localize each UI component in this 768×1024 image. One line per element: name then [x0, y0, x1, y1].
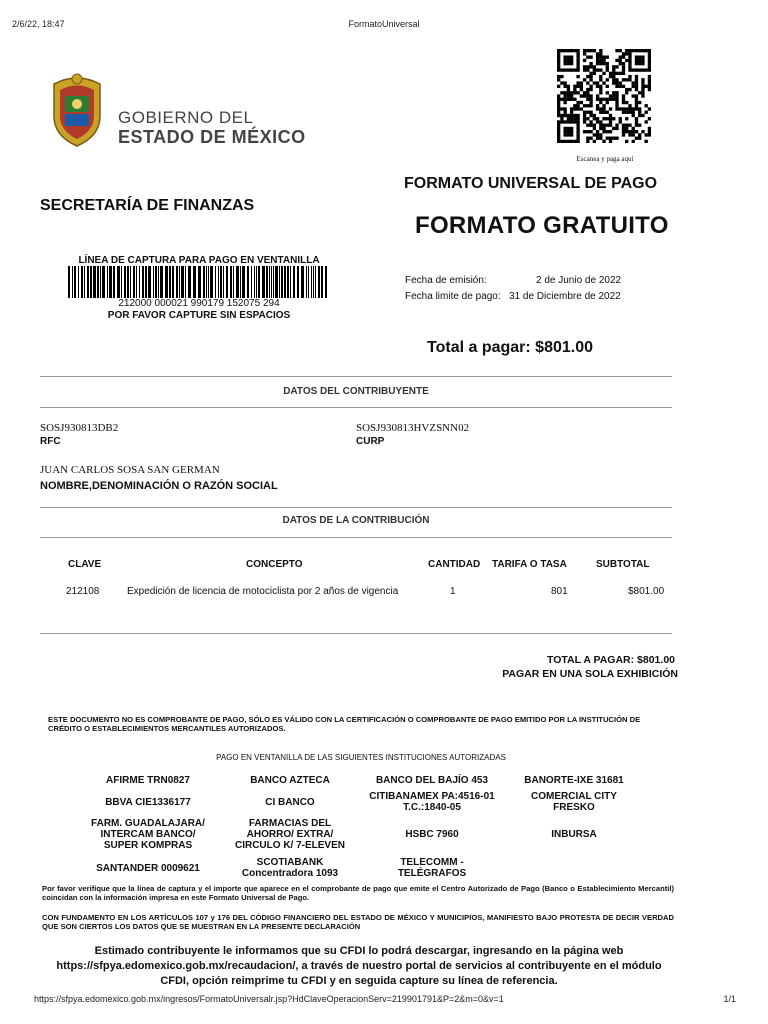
bank-farm-guadalajara-line1: FARM. GUADALAJARA/ — [91, 818, 205, 829]
divider — [40, 537, 672, 538]
verify-note: Por favor verifique que la línea de captura y el importe que aparece en el comprobante de pago que emite el Centro Autorizado de Pago (Banco o Establecimiento Mercantil) coincidan con la información impresa en este Formato Universal de Pago. — [42, 884, 674, 902]
bank-citibanamex-line1: CITIBANAMEX PA:4516-01 — [369, 791, 495, 802]
col-header-clave: CLAVE — [68, 559, 102, 570]
bank-scotiabank-line2: Concentradora 1093 — [241, 868, 339, 879]
bank-banorte: BANORTE-IXE 31681 — [524, 775, 624, 786]
cfdi-line1: Estimado contribuyente le informamos que su CFDI lo podrá descargar, ingresando en la página web — [94, 945, 624, 957]
print-title: FormatoUniversal — [348, 19, 420, 29]
curp-label: CURP — [356, 436, 385, 447]
logo-line2: ESTADO DE MÉXICO — [118, 127, 306, 147]
total-a-pagar: TOTAL A PAGAR: $801.00 — [547, 654, 675, 666]
qr-code-icon — [557, 49, 651, 143]
nombre-value: JUAN CARLOS SOSA SAN GERMAN — [40, 464, 220, 476]
rfc-label: RFC — [40, 436, 61, 447]
bank-city-fresko-line2: FRESKO — [553, 802, 595, 813]
divider — [40, 376, 672, 377]
contribuyente-section-title: DATOS DEL CONTRIBUYENTE — [283, 386, 429, 397]
bank-scotiabank-line1: SCOTIABANK — [256, 857, 324, 868]
bank-azteca: BANCO AZTECA — [250, 775, 330, 786]
print-footer-url: https://sfpya.edomexico.gob.mx/ingresos/FormatoUniversalr.jsp?HdClaveOperacionServ=219901791&P=2&m=0&v=1 — [34, 994, 504, 1004]
cfdi-note — [0, 944, 718, 989]
col-header-cantidad: CANTIDAD — [428, 559, 481, 570]
legal-note: CON FUNDAMENTO EN LOS ARTÍCULOS 107 y 176 DEL CÓDIGO FINANCIERO DEL ESTADO DE MÉXICO Y MUNICIPIOS, MANIFIESTO BAJO PROTESTA DE DECIR VERDAD QUE SON CIERTOS LOS DATOS QUE SE MUESTRAN EN LA PRESENTE DECLARACIÓN — [42, 913, 674, 931]
bank-bajio: BANCO DEL BAJÍO 453 — [375, 775, 489, 786]
formato-title: FORMATO UNIVERSAL DE PAGO — [404, 175, 658, 192]
qr-caption: Escanea y paga aquí — [576, 155, 634, 163]
bank-santander: SANTANDER 0009621 — [96, 863, 200, 874]
contribucion-section-title: DATOS DE LA CONTRIBUCIÓN — [282, 515, 430, 526]
bank-farmacias-ahorro-line1: FARMACIAS DEL — [248, 818, 332, 829]
pagar-exhibicion: PAGAR EN UNA SOLA EXHIBICIÓN — [502, 668, 678, 680]
logo-line1: GOBIERNO DEL — [118, 108, 254, 127]
nombre-label: NOMBRE,DENOMINACIÓN O RAZÓN SOCIAL — [40, 480, 278, 492]
bank-farmacias-ahorro — [210, 818, 370, 851]
bank-afirme: AFIRME TRN0827 — [106, 775, 190, 786]
captura-number: 212000 000021 990179 152075 294 — [118, 298, 280, 309]
cell-concepto: Expedición de licencia de motociclista por 2 años de vigencia — [127, 586, 399, 597]
disclaimer: ESTE DOCUMENTO NO ES COMPROBANTE DE PAGO, SÓLO ES VÁLIDO CON LA CERTIFICACIÓN O COMPROBANTE DE PAGO EMITIDO POR LA INSTITUCIÓN DE CRÉDITO O ESTABLECIMIENTOS MERCANTILES AUTORIZADOS. — [48, 715, 641, 733]
barcode-icon — [68, 266, 328, 298]
cfdi-line3: CFDI, opción reimprime tu CFDI y en seguida capture su línea de referencia. — [160, 975, 558, 987]
divider — [40, 507, 672, 508]
rfc-value: SOSJ930813DB2 — [40, 422, 119, 434]
bank-bbva: BBVA CIE1336177 — [105, 797, 191, 808]
banks-title: PAGO EN VENTANILLA DE LAS SIGUIENTES INSTITUCIONES AUTORIZADAS — [216, 753, 506, 762]
bank-city-fresko — [494, 791, 654, 813]
bank-farm-guadalajara — [68, 818, 228, 851]
bank-farmacias-ahorro-line3: CIRCULO K/ 7-ELEVEN — [234, 840, 345, 851]
cell-cantidad: 1 — [450, 586, 456, 597]
print-datetime: 2/6/22, 18:47 — [12, 19, 65, 29]
curp-value: SOSJ930813HVZSNN02 — [356, 422, 470, 434]
captura-note: POR FAVOR CAPTURE SIN ESPACIOS — [107, 310, 291, 321]
bank-telecomm — [352, 857, 512, 879]
bank-citibanamex — [352, 791, 512, 813]
total-top: Total a pagar: $801.00 — [427, 339, 593, 356]
bank-farm-guadalajara-line3: SUPER KOMPRAS — [103, 840, 193, 851]
bank-farm-guadalajara-line2: INTERCAM BANCO/ — [100, 829, 196, 840]
bank-inbursa: INBURSA — [551, 829, 597, 840]
col-header-concepto: CONCEPTO — [246, 559, 303, 570]
bank-telecomm-line1: TELECOMM - — [400, 857, 464, 868]
divider — [40, 407, 672, 408]
divider — [40, 633, 672, 634]
bank-cibanco: CI BANCO — [265, 797, 315, 808]
print-footer-page: 1/1 — [723, 994, 736, 1004]
cfdi-line2: https://sfpya.edomexico.gob.mx/recaudacion/, a través de nuestro portal de servicios al contribuyente en el módulo — [56, 960, 662, 972]
bank-citibanamex-line2: T.C.:1840-05 — [403, 802, 461, 813]
bank-city-fresko-line1: COMERCIAL CITY — [531, 791, 617, 802]
cell-clave: 212108 — [66, 586, 100, 597]
cell-tarifa: 801 — [551, 586, 568, 597]
secretaria-title: SECRETARÍA DE FINANZAS — [40, 197, 255, 214]
fecha-limite-value: 31 de Diciembre de 2022 — [509, 291, 621, 302]
fecha-limite-label: Fecha limite de pago: — [405, 291, 501, 302]
formato-subtitle: FORMATO GRATUITO — [415, 212, 669, 239]
col-header-tarifa: TARIFA O TASA — [492, 559, 567, 570]
state-coat-of-arms-icon — [46, 70, 108, 148]
fecha-emision-label: Fecha de emisión: — [405, 275, 487, 286]
bank-hsbc: HSBC 7960 — [405, 829, 459, 840]
bank-scotiabank — [210, 857, 370, 879]
bank-telecomm-line2: TELÉGRAFOS — [397, 868, 467, 879]
col-header-subtotal: SUBTOTAL — [596, 559, 650, 570]
fecha-emision-value: 2 de Junio de 2022 — [536, 275, 622, 286]
cell-subtotal: $801.00 — [628, 586, 665, 597]
bank-farmacias-ahorro-line2: AHORRO/ EXTRA/ — [246, 829, 334, 840]
captura-title: LÍNEA DE CAPTURA PARA PAGO EN VENTANILLA — [78, 255, 320, 266]
